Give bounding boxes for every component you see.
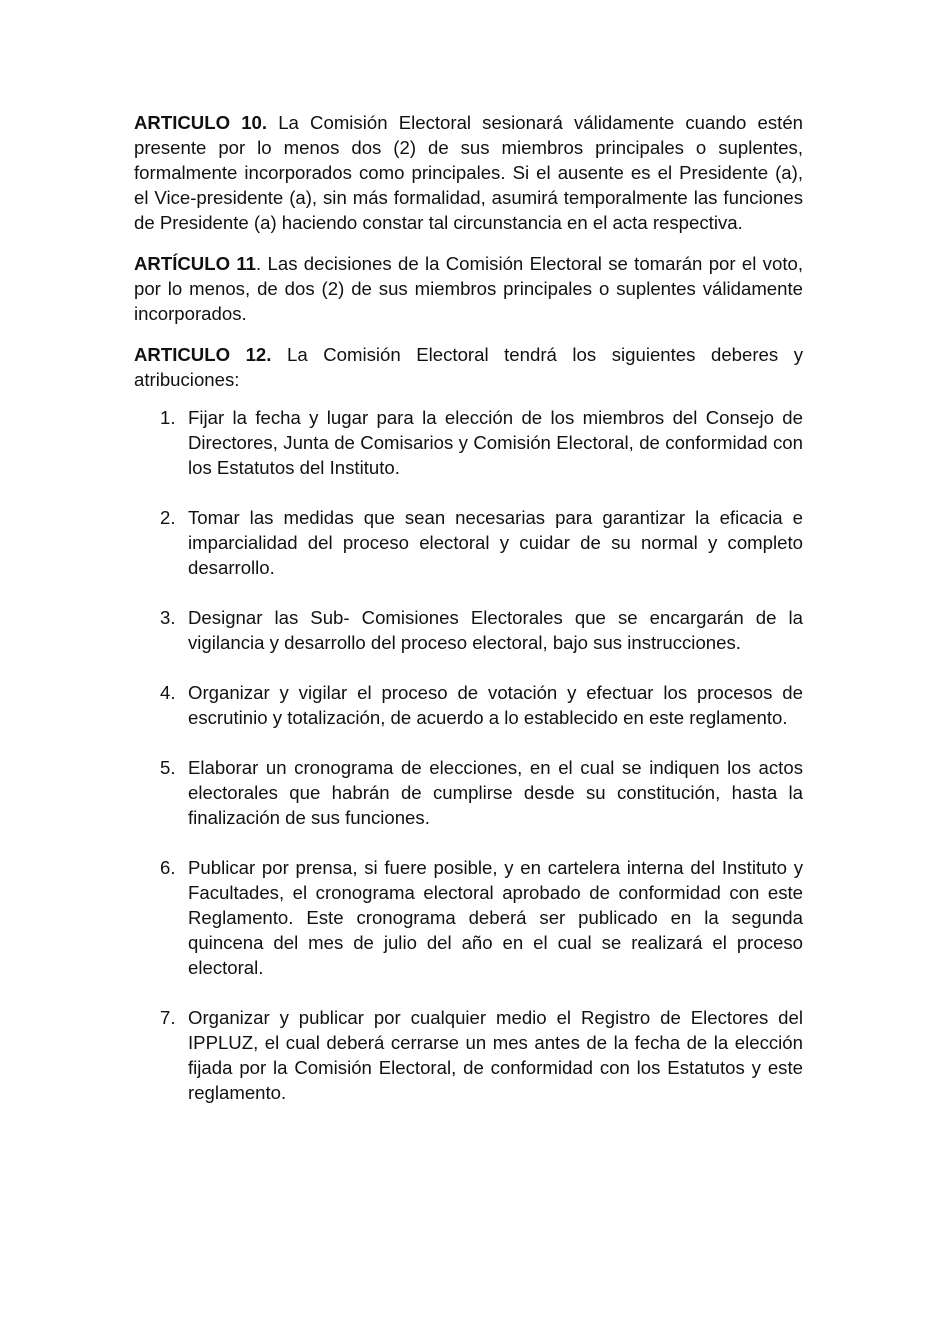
- list-item-text: Designar las Sub- Comisiones Electorales que se encargarán de la vigilancia y desarrollo del proceso electoral, bajo sus instrucciones.: [188, 607, 803, 653]
- article-text: La Comisión Electoral tendrá los siguientes deberes y atribuciones:: [134, 344, 804, 390]
- list-item-text: Organizar y vigilar el proceso de votación y efectuar los procesos de escrutinio y totalización, de acuerdo a lo establecido en este reglamento.: [188, 682, 803, 728]
- article-10: [134, 110, 803, 235]
- list-item-number: 6.: [160, 857, 176, 878]
- document-page: [134, 110, 803, 1130]
- list-item-number: 1.: [160, 407, 176, 428]
- list-item-number: 2.: [160, 507, 176, 528]
- article-11: [134, 251, 803, 326]
- list-item: [134, 755, 803, 830]
- list-item-text: Organizar y publicar por cualquier medio el Registro de Electores del IPPLUZ, el cual deberá cerrarse un mes antes de la fecha de la elección fijada por la Comisión Electoral, de conformidad con los Estatutos y este reglamento.: [188, 1007, 803, 1103]
- list-item: [134, 680, 803, 730]
- list-item-number: 5.: [160, 757, 176, 778]
- article-heading: ARTICULO 10.: [134, 112, 268, 133]
- article-heading: ARTÍCULO 11: [134, 253, 257, 274]
- duties-list: [134, 405, 803, 1105]
- article-text: . Las decisiones de la Comisión Electoral se tomarán por el voto, por lo menos, de dos (2) de sus miembros principales o suplentes válidamente incorporados.: [134, 253, 803, 324]
- list-item-number: 4.: [160, 682, 176, 703]
- list-item-text: Elaborar un cronograma de elecciones, en el cual se indiquen los actos electorales que habrán de cumplirse desde su constitución, hasta la finalización de sus funciones.: [188, 757, 803, 828]
- list-item-number: 7.: [160, 1007, 176, 1028]
- list-item: [134, 405, 803, 480]
- list-item-number: 3.: [160, 607, 176, 628]
- list-item-text: Tomar las medidas que sean necesarias para garantizar la eficacia e imparcialidad del proceso electoral y cuidar de su normal y completo desarrollo.: [188, 507, 803, 578]
- list-item: [134, 605, 803, 655]
- article-12: [134, 342, 803, 392]
- article-heading: ARTICULO 12.: [134, 344, 272, 365]
- article-text: La Comisión Electoral sesionará válidamente cuando estén presente por lo menos dos (2) de sus miembros principales o suplentes, formalmente incorporados como principales. Si el ausente es el Presidente (a), el Vice-presidente (a), sin más formalidad, asumirá temporalmente las funciones de Presidente (a) haciendo constar tal circunstancia en el acta respectiva.: [134, 112, 803, 233]
- list-item: [134, 1005, 803, 1105]
- list-item-text: Publicar por prensa, si fuere posible, y en cartelera interna del Instituto y Facultades, el cronograma electoral aprobado de conformidad con este Reglamento. Este cronograma deberá ser publicado en la segunda quincena del mes de julio del año en el cual se realizará el proceso electoral.: [188, 857, 803, 978]
- list-item: [134, 505, 803, 580]
- list-item-text: Fijar la fecha y lugar para la elección de los miembros del Consejo de Directores, Junta de Comisarios y Comisión Electoral, de conformidad con los Estatutos del Instituto.: [188, 407, 803, 478]
- list-item: [134, 855, 803, 980]
